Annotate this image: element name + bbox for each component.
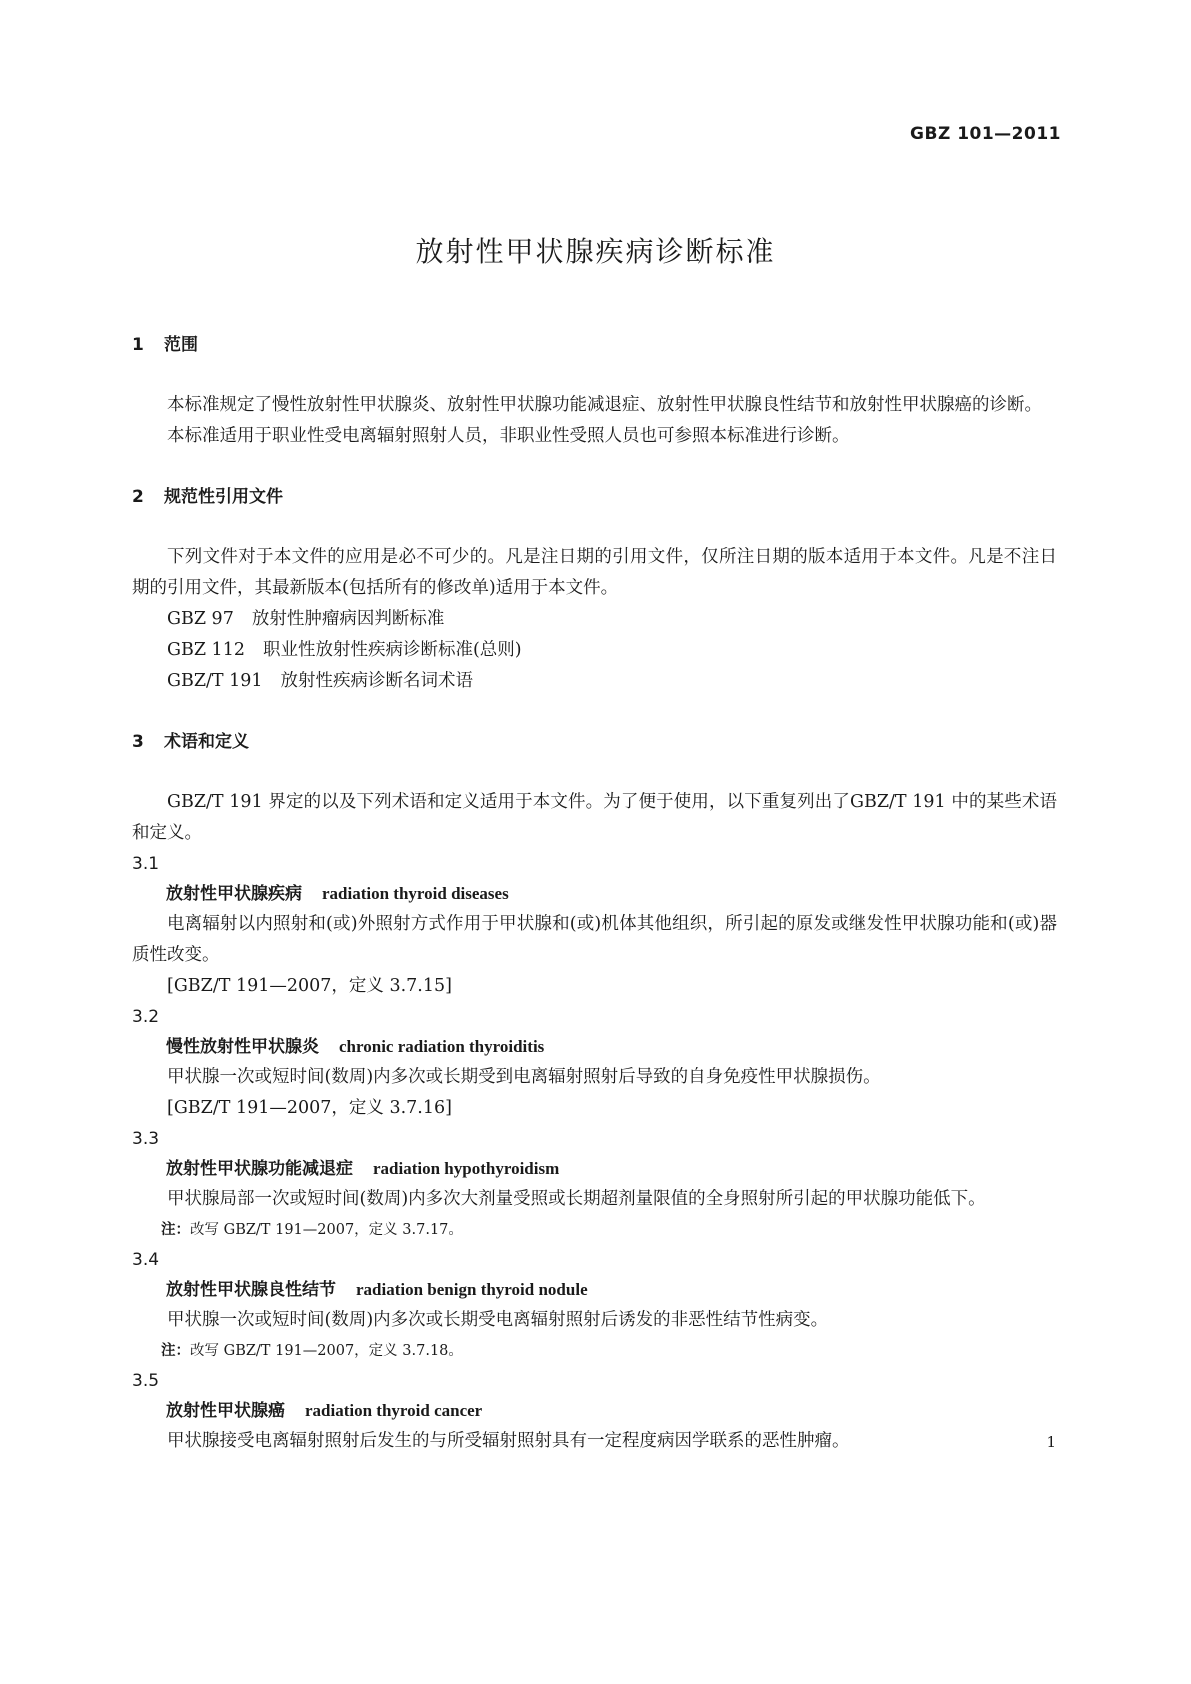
reference-item <box>132 666 1057 697</box>
term-note <box>132 1215 1057 1245</box>
section-2-heading <box>132 484 1057 510</box>
section-1-heading <box>132 332 1057 358</box>
note-text: 改写 GBZ/T 191—2007，定义 3.7.18。 <box>190 1343 463 1359</box>
note-text: 改写 GBZ/T 191—2007，定义 3.7.17。 <box>190 1222 463 1238</box>
section-number: 3 <box>132 732 144 752</box>
term-name-zh: 放射性甲状腺良性结节 <box>166 1280 336 1300</box>
reference-code: GBZ/T 191 <box>167 671 263 691</box>
term-source: [GBZ/T 191—2007，定义 3.7.16] <box>167 1098 452 1118</box>
term-name-zh: 慢性放射性甲状腺炎 <box>166 1037 319 1057</box>
section-number: 2 <box>132 487 144 507</box>
term-source: [GBZ/T 191—2007，定义 3.7.15] <box>167 976 452 996</box>
reference-code: GBZ 112 <box>167 640 245 660</box>
paragraph: GBZ/T 191 界定的以及下列术语和定义适用于本文件。为了便于使用，以下重复列出了GBZ/T 191 中的某些术语和定义。 <box>132 792 1057 843</box>
term-title <box>132 1032 1057 1062</box>
term-name-en: radiation hypothyroidism <box>373 1159 560 1178</box>
term-name-en: radiation thyroid diseases <box>322 884 509 903</box>
term-name-zh: 放射性甲状腺功能减退症 <box>166 1159 353 1179</box>
paragraph: 本标准适用于职业性受电离辐射照射人员，非职业性受照人员也可参照本标准进行诊断。 <box>167 426 850 446</box>
note-label: 注： <box>161 1222 190 1238</box>
term-number: 3.1 <box>132 854 160 874</box>
section-title: 规范性引用文件 <box>164 487 283 507</box>
term-number: 3.2 <box>132 1007 160 1027</box>
paragraph: 下列文件对于本文件的应用是必不可少的。凡是注日期的引用文件，仅所注日期的版本适用于本文件。凡是不注日期的引用文件，其最新版本(包括所有的修改单)适用于本文件。 <box>132 547 1057 598</box>
reference-title: 职业性放射性疾病诊断标准(总则) <box>262 640 522 660</box>
term-definition: 甲状腺一次或短时间(数周)内多次或长期受电离辐射照射后诱发的非恶性结节性病变。 <box>167 1310 829 1330</box>
paragraph: 本标准规定了慢性放射性甲状腺炎、放射性甲状腺功能减退症、放射性甲状腺良性结节和放射性甲状腺癌的诊断。 <box>167 395 1042 415</box>
term-definition: 电离辐射以内照射和(或)外照射方式作用于甲状腺和(或)机体其他组织，所引起的原发或继发性甲状腺功能和(或)器质性改变。 <box>132 914 1057 965</box>
standard-number: GBZ 101—2011 <box>910 124 1061 144</box>
term-number: 3.4 <box>132 1250 160 1270</box>
term-title <box>132 1275 1057 1305</box>
term-definition: 甲状腺接受电离辐射照射后发生的与所受辐射照射具有一定程度病因学联系的恶性肿瘤。 <box>167 1431 850 1451</box>
term-definition: 甲状腺一次或短时间(数周)内多次或长期受到电离辐射照射后导致的自身免疫性甲状腺损伤。 <box>167 1067 881 1087</box>
reference-code: GBZ 97 <box>167 609 234 629</box>
term-name-en: radiation thyroid cancer <box>305 1401 483 1420</box>
section-title: 范围 <box>164 335 198 355</box>
term-name-zh: 放射性甲状腺疾病 <box>166 884 302 904</box>
section-title: 术语和定义 <box>164 732 249 752</box>
term-number: 3.3 <box>132 1129 160 1149</box>
document-body <box>132 332 1057 1457</box>
term-note <box>132 1336 1057 1366</box>
page-number: 1 <box>1046 1433 1056 1451</box>
reference-item <box>132 635 1057 666</box>
term-definition: 甲状腺局部一次或短时间(数周)内多次大剂量受照或长期超剂量限值的全身照射所引起的甲状腺功能低下。 <box>167 1189 986 1209</box>
term-name-zh: 放射性甲状腺癌 <box>166 1401 285 1421</box>
term-number: 3.5 <box>132 1371 160 1391</box>
term-title <box>132 1154 1057 1184</box>
reference-item <box>132 604 1057 635</box>
term-title <box>132 1396 1057 1426</box>
term-name-en: radiation benign thyroid nodule <box>356 1280 588 1299</box>
section-3-heading <box>132 729 1057 755</box>
section-number: 1 <box>132 335 144 355</box>
note-label: 注： <box>161 1343 190 1359</box>
term-name-en: chronic radiation thyroiditis <box>339 1037 545 1056</box>
document-title: 放射性甲状腺疾病诊断标准 <box>415 235 776 268</box>
term-title <box>132 879 1057 909</box>
reference-title: 放射性肿瘤病因判断标准 <box>251 609 445 629</box>
reference-title: 放射性疾病诊断名词术语 <box>280 671 474 691</box>
